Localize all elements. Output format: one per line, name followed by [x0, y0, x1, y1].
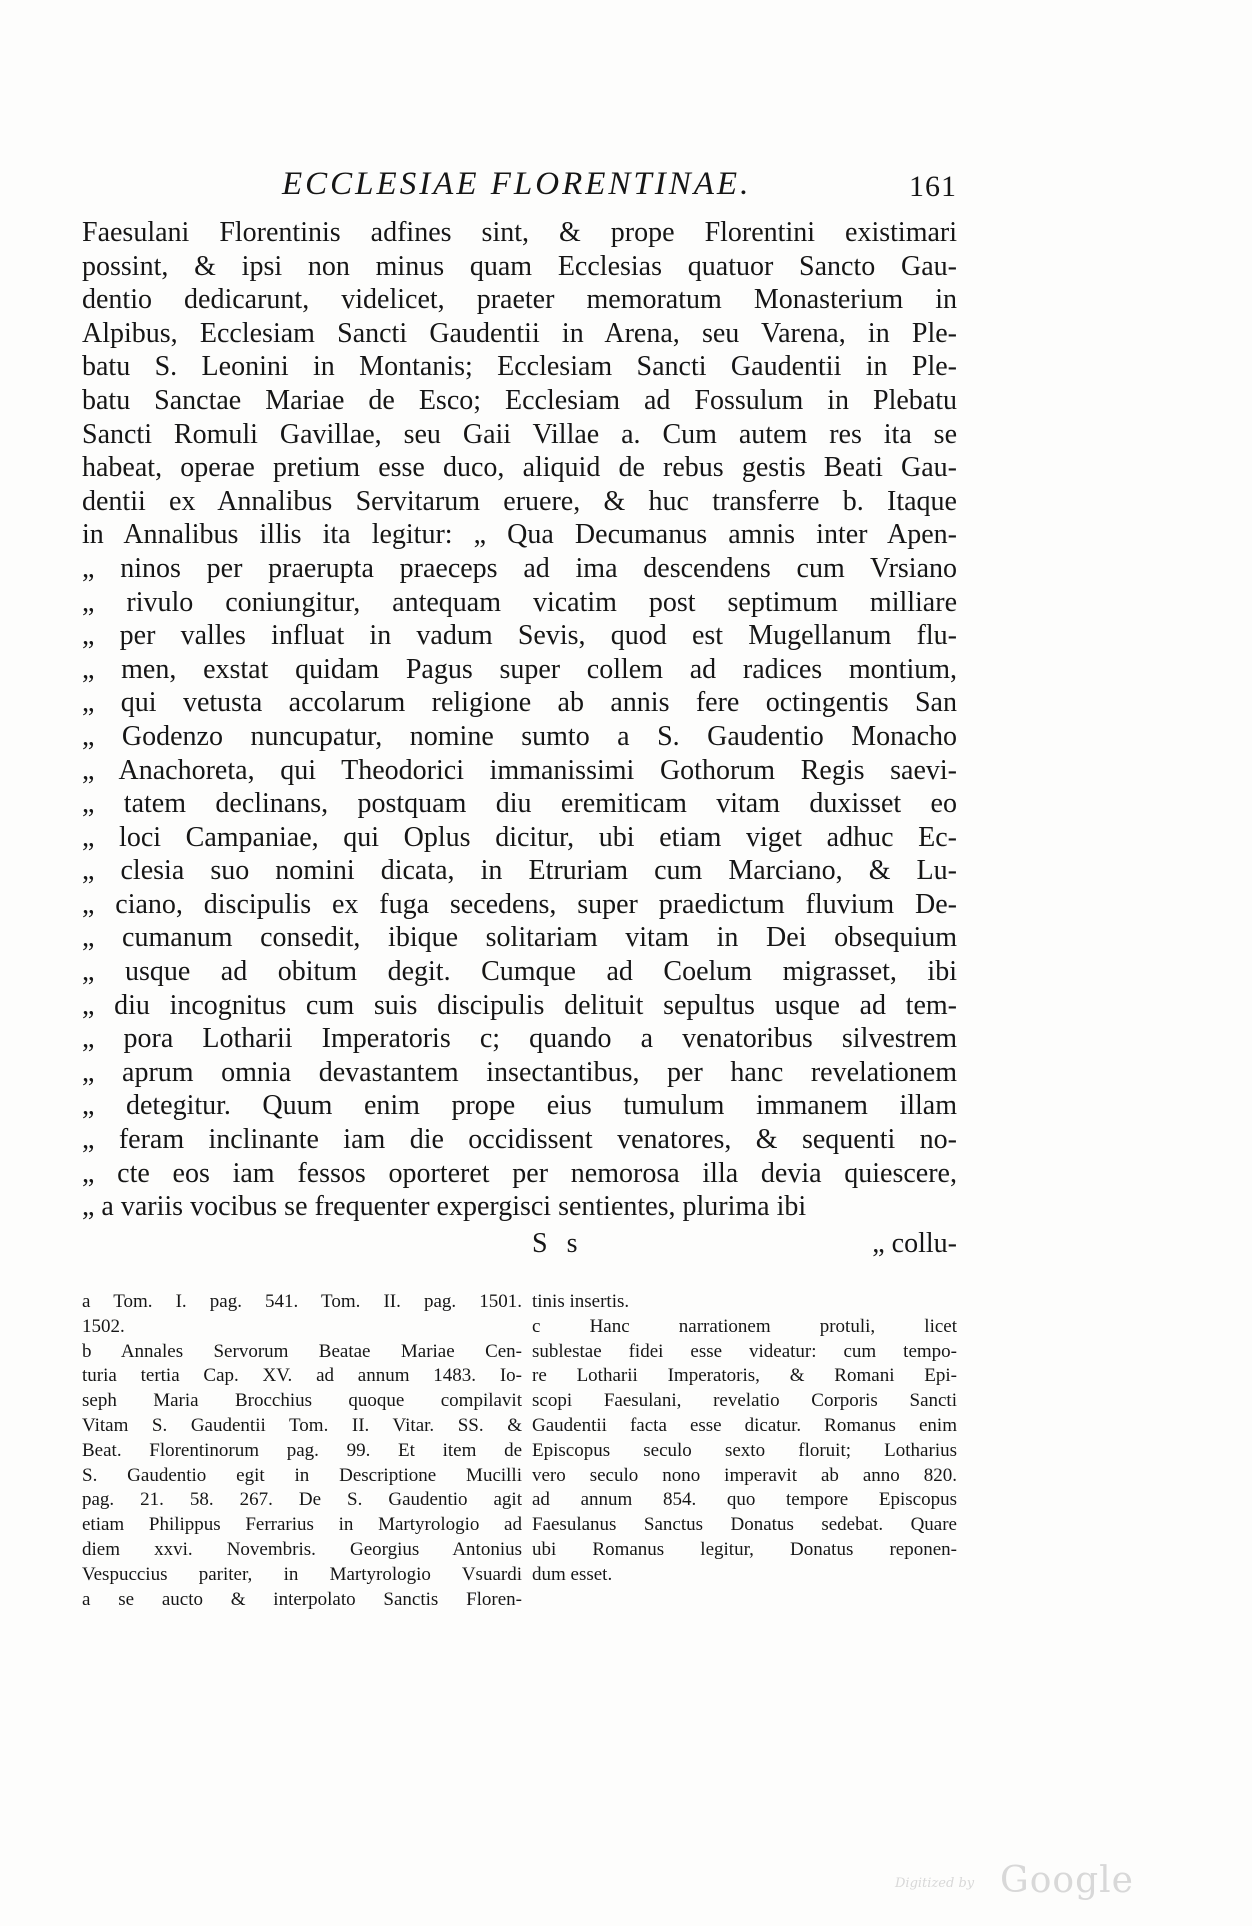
text-line: Alpibus, Ecclesiam Sancti Gaudentii in Arena, seu Varena, in Ple-	[82, 317, 957, 349]
page-number: 161	[909, 170, 957, 203]
page-header	[82, 166, 957, 210]
text-line: dentio dedicarunt, videlicet, praeter memoratum Monasterium in	[82, 284, 957, 316]
text-line: „ men, exstat quidam Pagus super collem ad radices montium,	[82, 653, 957, 685]
footnote-line: a se aucto & interpolato Sanctis Floren-	[82, 1588, 522, 1610]
footnote-line: scopi Faesulani, revelatio Corporis Sancti	[532, 1390, 957, 1412]
footnote-line: a Tom. I. pag. 541. Tom. II. pag. 1501.	[82, 1291, 522, 1312]
text-line: „ qui vetusta accolarum religione ab annis fere octingentis San	[82, 687, 957, 719]
footnote-line: sublestae fidei esse videatur: cum tempo-	[532, 1340, 957, 1362]
text-line: „ diu incognitus cum suis discipulis delituit sepultus usque ad tem-	[82, 989, 957, 1021]
text-line: „ per valles influat in vadum Sevis, quod est Mugellanum flu-	[82, 620, 957, 652]
text-line: „ Anachoreta, qui Theodorici immanissimi Gothorum Regis saevi-	[82, 754, 957, 786]
catchword: „ collu-	[872, 1228, 957, 1259]
signature-line	[82, 1228, 957, 1264]
footnote-line: Beat. Florentinorum pag. 99. Et item de	[82, 1439, 522, 1461]
running-head: ECCLESIAE FLORENTINAE.	[282, 166, 752, 202]
text-line: „ loci Campaniae, qui Oplus dicitur, ubi etiam viget adhuc Ec-	[82, 821, 957, 853]
text-line: „ ciano, discipulis ex fuga secedens, super praedictum fluvium De-	[82, 888, 957, 920]
text-line: batu S. Leonini in Montanis; Ecclesiam Sancti Gaudentii in Ple-	[82, 351, 957, 383]
text-line: „ a variis vocibus se frequenter expergisci sentientes, plurima ibi	[82, 1191, 807, 1223]
footnote-line: ad annum 854. quo tempore Episcopus	[532, 1489, 957, 1511]
text-line: in Annalibus illis ita legitur: „ Qua Decumanus amnis inter Apen-	[82, 519, 957, 551]
footnote-line: turia tertia Cap. XV. ad annum 1483. Io-	[82, 1365, 522, 1387]
watermark-brand: Google	[1000, 1860, 1134, 1901]
text-line: dentii ex Annalibus Servitarum eruere, & huc transferre b. Itaque	[82, 485, 957, 517]
text-line: „ feram inclinante iam die occidissent venatores, & sequenti no-	[82, 1124, 957, 1156]
footnote-line: ubi Romanus legitur, Donatus reponen-	[532, 1538, 957, 1560]
footnote-line: S. Gaudentio egit in Descriptione Mucilli	[82, 1464, 522, 1486]
footnote-line: vero seculo nono imperavit ab anno 820.	[532, 1464, 957, 1486]
text-line: Sancti Romuli Gavillae, seu Gaii Villae a. Cum autem res ita se	[82, 418, 957, 450]
text-line: „ cumanum consedit, ibique solitariam vitam in Dei obsequium	[82, 922, 957, 954]
footnote-line: etiam Philippus Ferrarius in Martyrologio ad	[82, 1514, 522, 1536]
text-line: habeat, operae pretium esse duco, aliquid de rebus gestis Beati Gau-	[82, 452, 957, 484]
text-line: „ detegitur. Quum enim prope eius tumulum immanem illam	[82, 1090, 957, 1122]
text-line: „ tatem declinans, postquam diu eremiticam vitam duxisset eo	[82, 788, 957, 820]
text-line: Faesulani Florentinis adfines sint, & prope Florentini existimari	[82, 217, 957, 248]
footnote-line: diem xxvi. Novembris. Georgius Antonius	[82, 1538, 522, 1560]
footnote-line: 1502.	[82, 1315, 125, 1337]
text-line: „ Godenzo nuncupatur, nomine sumto a S. Gaudentio Monacho	[82, 720, 957, 752]
footnote-line: c Hanc narrationem protuli, licet	[532, 1315, 957, 1337]
main-text	[82, 216, 957, 1224]
footnote-line: tinis insertis.	[532, 1291, 630, 1312]
footnote-line: pag. 21. 58. 267. De S. Gaudentio agit	[82, 1489, 522, 1511]
footnote-line: Vespuccius pariter, in Martyrologio Vsuardi	[82, 1563, 522, 1585]
footnote-line: re Lotharii Imperatoris, & Romani Epi-	[532, 1365, 957, 1387]
text-line: „ clesia suo nomini dicata, in Etruriam cum Marciano, & Lu-	[82, 855, 957, 887]
text-line: possint, & ipsi non minus quam Ecclesias quatuor Sancto Gau-	[82, 250, 957, 282]
text-line: „ aprum omnia devastantem insectantibus, per hanc revelationem	[82, 1056, 957, 1088]
footnotes-right-column	[532, 1290, 957, 1588]
text-line: „ cte eos iam fessos oporteret per nemorosa illa devia quiescere,	[82, 1157, 957, 1189]
watermark-prefix: Digitized by	[895, 1876, 975, 1891]
digitized-watermark	[895, 1860, 1145, 1904]
text-line: „ rivulo coniungitur, antequam vicatim post septimum milliare	[82, 586, 957, 618]
signature-mark: S s	[532, 1228, 584, 1259]
text-line: „ pora Lotharii Imperatoris c; quando a venatoribus silvestrem	[82, 1023, 957, 1055]
text-line: „ usque ad obitum degit. Cumque ad Coelum migrasset, ibi	[82, 956, 957, 988]
footnote-line: Gaudentii facta esse dicatur. Romanus enim	[532, 1414, 957, 1436]
footnote-line: dum esset.	[532, 1563, 613, 1585]
text-line: batu Sanctae Mariae de Esco; Ecclesiam ad Fossulum in Plebatu	[82, 384, 957, 416]
footnote-line: Vitam S. Gaudentii Tom. II. Vitar. SS. &	[82, 1414, 522, 1436]
text-line: „ ninos per praerupta praeceps ad ima descendens cum Vrsiano	[82, 552, 957, 584]
footnotes-left-column	[82, 1290, 522, 1612]
footnote-line: b Annales Servorum Beatae Mariae Cen-	[82, 1340, 522, 1362]
footnote-line: seph Maria Brocchius quoque compilavit	[82, 1390, 522, 1412]
footnote-line: Faesulanus Sanctus Donatus sedebat. Quare	[532, 1514, 957, 1536]
footnote-line: Episcopus seculo sexto floruit; Lotharius	[532, 1439, 957, 1461]
